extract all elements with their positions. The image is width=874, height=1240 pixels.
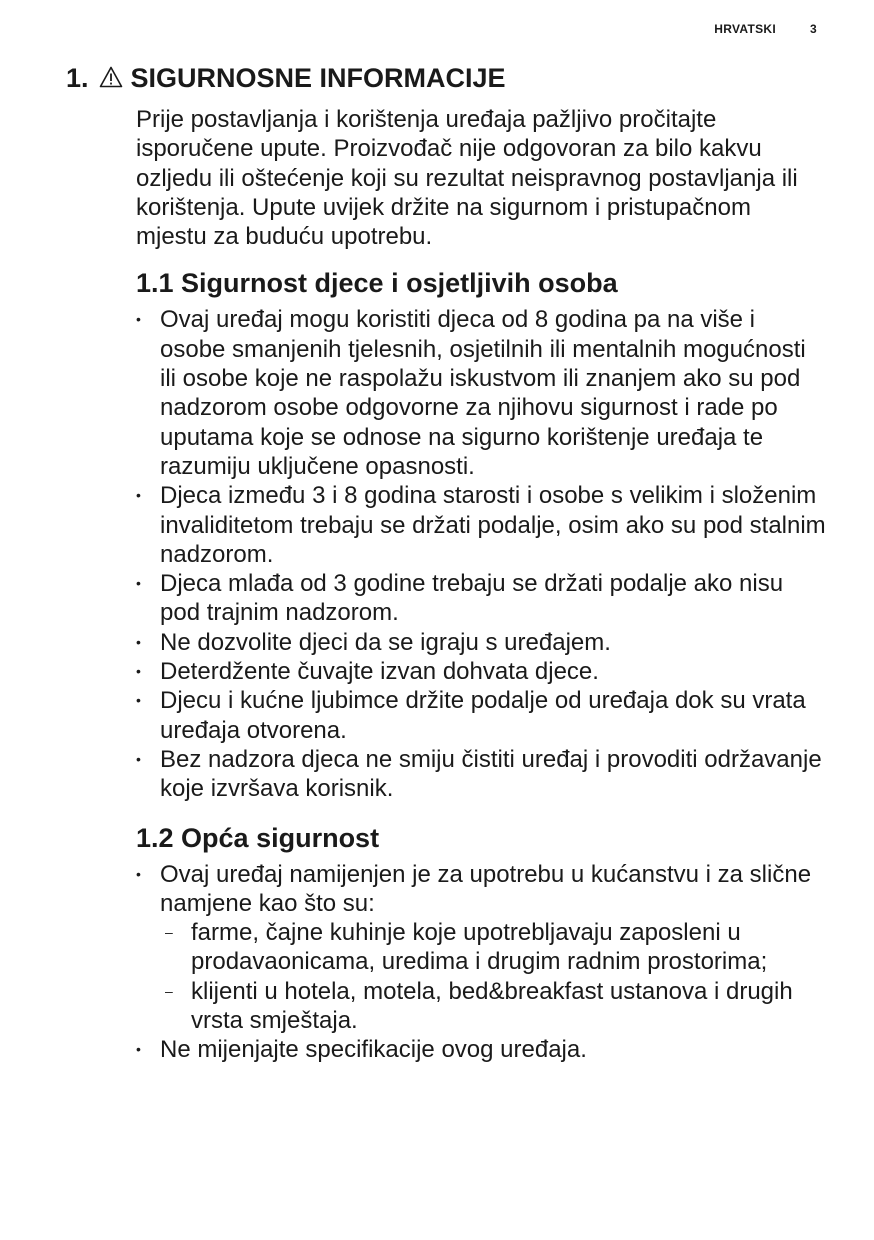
child-safety-list: [136, 305, 826, 803]
section-title: [66, 62, 506, 94]
list-item: • Bez nadzora djeca ne smiju čistiti uređaj i provoditi održavanje koje izvršava korisnik.: [136, 745, 826, 804]
list-item: • Djeca mlađa od 3 godine trebaju se držati podalje ako nisu pod trajnim nadzorom.: [136, 569, 826, 628]
section-number: 1.: [66, 63, 89, 93]
list-item: [136, 860, 826, 1036]
list-item: • Ovaj uređaj mogu koristiti djeca od 8 godina pa na više i osobe smanjenih tjelesnih, osjetilnih ili mentalnih mogućnosti ili osobe koje ne raspolažu iskustvom ili znanjem ako su pod nadzorom osobe odgovorne za njihovu sigurnost i rade po uputama koje se odnose na sigurno korištenje uređaja te razumiju uključene opasnosti.: [136, 305, 826, 481]
running-header: [714, 22, 817, 36]
sub-list-item: – klijenti u hotela, motela, bed&breakfast ustanova i drugih vrsta smještaja.: [160, 977, 826, 1036]
main-content: [136, 105, 826, 1065]
sub-list: [160, 918, 826, 1035]
header-language: HRVATSKI: [714, 22, 777, 36]
page-number: 3: [810, 22, 817, 36]
sub-list-item: – farme, čajne kuhinje koje upotrebljavaju zaposleni u prodavaonicama, uredima i drugim radnim prostorima;: [160, 918, 826, 977]
section-title-text: SIGURNOSNE INFORMACIJE: [130, 63, 506, 93]
warning-icon: [99, 66, 123, 88]
list-item: • Ne mijenjajte specifikacije ovog uređaja.: [136, 1035, 826, 1064]
subsection-title-general-safety: 1.2 Opća sigurnost: [136, 822, 380, 853]
intro-paragraph: Prije postavljanja i korištenja uređaja pažljivo pročitajte isporučene upute. Proizvođač nije odgovoran za bilo kakvu ozljedu ili oštećenje koji su rezultat neispravnog postavljanja ili korištenja. Upute uvijek držite na sigurnom i pristupačnom mjestu za buduću upotrebu.: [136, 106, 798, 251]
list-item: • Deterdžente čuvajte izvan dohvata djece.: [136, 657, 826, 686]
list-item: • Djecu i kućne ljubimce držite podalje od uređaja dok su vrata uređaja otvorena.: [136, 686, 826, 745]
list-item: • Ne dozvolite djeci da se igraju s uređajem.: [136, 628, 826, 657]
list-item: • Djeca između 3 i 8 godina starosti i osobe s velikim i složenim invaliditetom trebaju se držati podalje, osim ako su pod stalnim nadzorom.: [136, 481, 826, 569]
subsection-title-child-safety: 1.1 Sigurnost djece i osjetljivih osoba: [136, 268, 618, 299]
list-item-text: Ovaj uređaj namijenjen je za upotrebu u kućanstvu i za slične namjene kao što su:: [160, 860, 812, 917]
general-safety-list: [136, 860, 826, 1065]
